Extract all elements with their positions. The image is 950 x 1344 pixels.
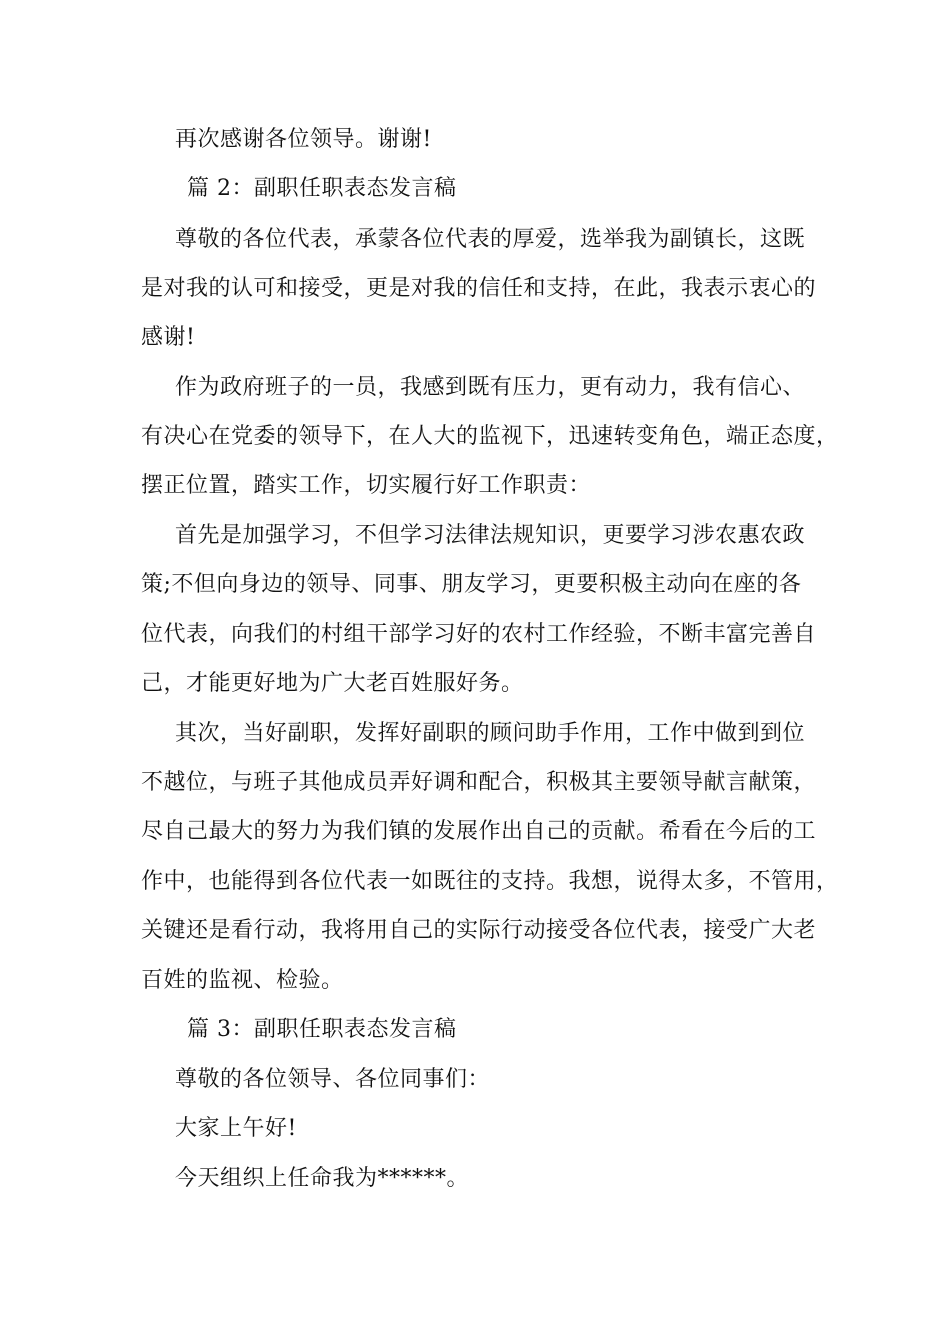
closing-line: 再次感谢各位领导。谢谢! bbox=[175, 127, 432, 152]
paragraph-line: 关键还是看行动，我将用自己的实际行动接受各位代表，接受广大老 bbox=[141, 918, 817, 943]
paragraph-line: 百姓的监视、检验。 bbox=[141, 968, 344, 993]
paragraph-line: 作为政府班子的一员，我感到既有压力，更有动力，我有信心、 bbox=[175, 375, 806, 400]
paragraph-line: 感谢! bbox=[141, 325, 196, 350]
section-heading-3: 篇 3：副职任职表态发言稿 bbox=[187, 1017, 457, 1042]
paragraph-line: 是对我的认可和接受，更是对我的信任和支持，在此，我表示衷心的 bbox=[141, 276, 817, 301]
paragraph-line: 首先是加强学习，不但学习法律法规知识，更要学习涉农惠农政 bbox=[175, 523, 806, 548]
paragraph-line: 摆正位置，踏实工作，切实履行好工作职责： bbox=[141, 473, 592, 498]
paragraph-line: 有决心在党委的领导下，在人大的监视下，迅速转变角色，端正态度， bbox=[141, 424, 839, 449]
greeting-line: 大家上午好! bbox=[175, 1116, 297, 1141]
paragraph-line: 作中，也能得到各位代表一如既往的支持。我想，说得太多，不管用， bbox=[141, 869, 839, 894]
paragraph-line: 尊敬的各位代表，承蒙各位代表的厚爱，选举我为副镇长，这既 bbox=[175, 227, 806, 252]
salutation-line: 尊敬的各位领导、各位同事们： bbox=[175, 1067, 491, 1092]
paragraph-line: 不越位，与班子其他成员弄好调和配合，积极其主要领导献言献策， bbox=[141, 770, 817, 795]
paragraph-line: 己，才能更好地为广大老百姓服好务。 bbox=[141, 671, 524, 696]
paragraph-line: 位代表，向我们的村组干部学习好的农村工作经验，不断丰富完善自 bbox=[141, 622, 817, 647]
paragraph-line: 策;不但向身边的领导、同事、朋友学习，更要积极主动向在座的各 bbox=[141, 572, 802, 597]
section-heading-2: 篇 2：副职任职表态发言稿 bbox=[187, 176, 457, 201]
paragraph-line: 今天组织上任命我为******。 bbox=[175, 1166, 470, 1191]
paragraph-line: 其次，当好副职，发挥好副职的顾问助手作用，工作中做到到位 bbox=[175, 721, 806, 746]
paragraph-line: 尽自己最大的努力为我们镇的发展作出自己的贡献。希看在今后的工 bbox=[141, 819, 817, 844]
